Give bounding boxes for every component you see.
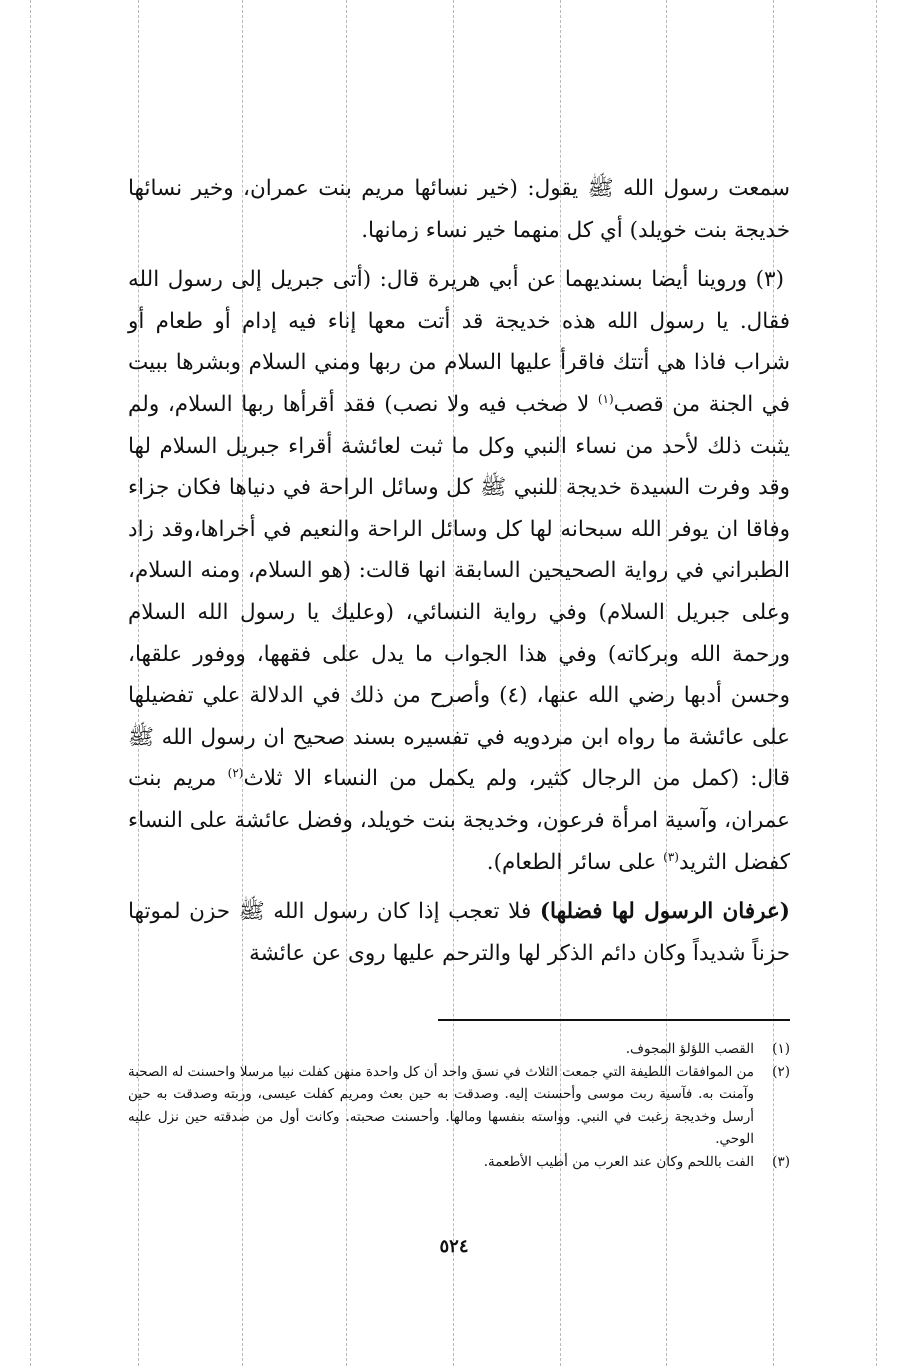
page-body	[128, 168, 790, 982]
scan-guide-line	[30, 0, 31, 1366]
footnote-number: (٢)	[772, 1063, 790, 1080]
main-text	[128, 168, 790, 974]
paragraph-2-rest: لا صخب فيه ولا نصب) فقد أقرأها ربها السلام، ولم يثبت ذلك لأحد من نساء النبي وكل ما ثبت لعائشة أقراء جبريل السلام لها وقد وفرت السيدة خديجة للنبي ﷺ كل وسائل الراحة في دنياها فكان جزاء وفاقا ان يوفر الله سبحانه لها كل وسائل الراحة والنعيم في أخراها،وقد زاد الطبراني في رواية الصحيحين السابقة انها قالت: (هو السلام، ومنه السلام، وعلى جبريل السلام) وفي رواية النسائي، (وعليك يا رسول الله السلام ورحمة الله وبركاته) وفي هذا الجواب ما يدل على فقهها، ووفور علقها، وحسن أدبها رضي الله عنها،	[128, 391, 790, 709]
paragraph-1-text: سمعت رسول الله ﷺ يقول: (خير نسائها مريم بنت عمران، وخير نسائها خديجة بنت خويلد) أي كل منهما خير نساء زمانها.	[128, 176, 790, 243]
footnote-separator	[438, 1019, 790, 1021]
footnote-2	[128, 1061, 790, 1151]
paragraph-2-text: (٣) وروينا أيضا بسنديهما عن أبي هريرة قال: (أتى جبريل إلى رسول الله فقال. يا رسول الله هذه خديجة قد أتت معها إناء فيه إدام أو طعام أو شراب فاذا هي أتتك فاقرأ عليها السلام من ربها ومني السلام وبشرها ببيت في الجنة من قصب	[128, 267, 790, 417]
footnote-ref-1: (١)	[597, 391, 614, 406]
paragraph-4	[128, 891, 790, 974]
paragraph-3-end: على سائر الطعام).	[486, 849, 664, 875]
footnotes	[128, 1038, 790, 1173]
paragraph-3-text: (٤) وأصرح من ذلك في الدلالة علي تفضيلها على عائشة ما رواه ابن مردويه في تفسيره بسند صحيح ان رسول الله ﷺ قال: (كمل من الرجال كثير، ولم يكمل من النساء الا ثلاث	[128, 683, 790, 792]
footnote-text: من الموافقات اللطيفة التي جمعت الثلاث في نسق واحد أن كل واحدة منهن كفلت نبيا مرسلا واحسنت له الصحبة وآمنت به. فآسية ربت موسى وأحسنت إليه. وصدقت به حين بعث ومريم كفلت عيسى، وربته وصدقت به حين أرسل وخديجة رغبت في النبي. وواسته بنفسها ومالها. وأحسنت صحبته. وكانت أول من صدقته حين نزل عليه الوحي.	[128, 1063, 754, 1147]
paragraph-4-text: فلا تعجب إذا كان رسول الله ﷺ حزن لموتها حزناً شديداً وكان دائم الذكر لها والترحم عليها روى عن عائشة	[128, 899, 790, 966]
paragraph-2	[128, 259, 790, 883]
paragraph-3-middle: مريم بنت عمران، وآسية امرأة فرعون، وخديجة بنت خويلد، وفضل عائشة على النساء كفضل الثريد	[128, 766, 790, 875]
footnote-ref-2: (٢)	[227, 766, 244, 781]
footnote-number: (١)	[772, 1041, 790, 1057]
footnote-3	[128, 1151, 790, 1174]
footnote-text: القصب اللؤلؤ المجوف.	[625, 1041, 754, 1057]
footnote-1	[128, 1038, 790, 1061]
footnote-ref-3: (٣)	[663, 849, 679, 864]
footnote-text: الفت باللحم وكان عند العرب من أطيب الأطعمة.	[483, 1153, 754, 1170]
paragraph-1	[128, 168, 790, 251]
page-number: ٥٢٤	[439, 1236, 469, 1257]
section-heading-inline: (عرفان الرسول لها فضلها)	[539, 899, 790, 925]
footnote-number: (٣)	[772, 1153, 790, 1170]
scan-guide-line	[876, 0, 877, 1366]
